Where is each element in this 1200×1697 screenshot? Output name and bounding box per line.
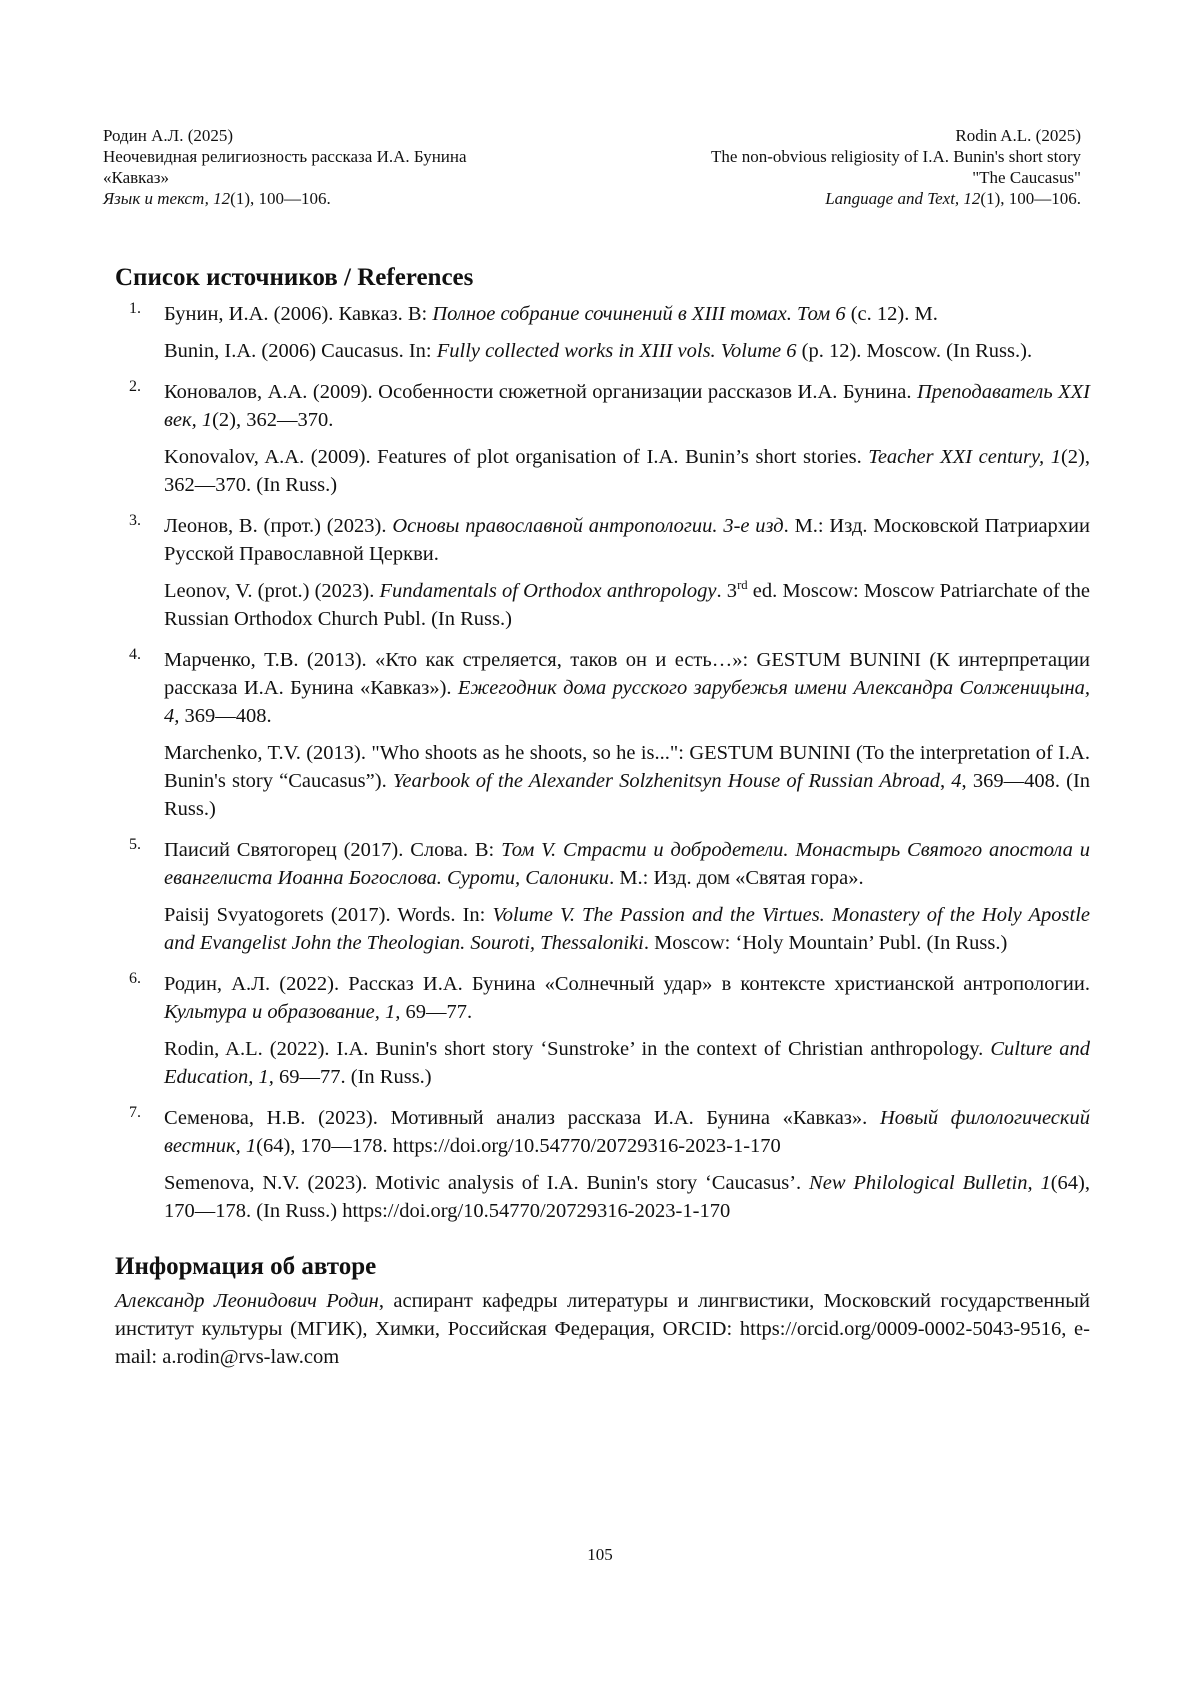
reference-ru: Родин, А.Л. (2022). Рассказ И.А. Бунина «Солнечный удар» в контексте христианской антропологии. Культура и образование, 1, 69—77. [164, 973, 1090, 1023]
reference-en: Leonov, V. (prot.) (2023). Fundamentals of Orthodox anthropology. 3rd ed. Moscow: Moscow Patriarchate of the Russian Orthodox Church Publ. (In Russ.) [164, 578, 1090, 630]
running-head-left [103, 125, 467, 209]
journal-name: Язык и текст, [103, 189, 214, 208]
reference-number: 5. [129, 836, 141, 853]
references-heading: Список источников / References [115, 264, 474, 291]
running-head-right-citation [711, 188, 1081, 209]
journal-volume: 12 [213, 189, 231, 208]
journal-name: Language and Text, [825, 189, 964, 208]
author-info-text [115, 1287, 1090, 1371]
reference-item [115, 512, 1090, 633]
reference-ru: Семенова, Н.В. (2023). Мотивный анализ рассказа И.А. Бунина «Кавказ». Новый филологический вестник, 1(64), 170—178. https://doi.org/10.54770/20729316-2023-1-170 [164, 1107, 1090, 1157]
journal-issue-pages: (1), 100—106. [980, 189, 1081, 208]
running-head-right-author: Rodin A.L. (2025) [955, 126, 1081, 145]
author-details: , аспирант кафедры литературы и лингвистики, Московский государственный институт культуры (МГИК), Химки, Российская Федерация, ORCID: https://orcid.org/0009-0002-5043-9516, e-mail: a.rodin@rvs-law.com [115, 1290, 1090, 1368]
reference-en: Bunin, I.A. (2006) Caucasus. In: Fully collected works in XIII vols. Volume 6 (p. 12). Moscow. (In Russ.). [164, 340, 1033, 362]
reference-number: 4. [129, 646, 141, 663]
running-head-left-author: Родин А.Л. (2025) [103, 126, 234, 145]
reference-item [115, 300, 1090, 365]
reference-en: Konovalov, A.A. (2009). Features of plot organisation of I.A. Bunin’s short stories. Teacher XXI century, 1(2), 362—370. (In Russ.) [164, 446, 1090, 496]
running-head-left-title-cont: «Кавказ» [103, 168, 169, 187]
page-number: 105 [587, 1545, 613, 1564]
reference-en: Paisij Svyatogorets (2017). Words. In: Volume V. The Passion and the Virtues. Monastery of the Holy Apostle and Evangelist John the Theologian. Souroti, Thessaloniki. Moscow: ‘Holy Mountain’ Publ. (In Russ.) [164, 904, 1090, 954]
running-head-right-title: The non-obvious religiosity of I.A. Bunin's short story [711, 147, 1081, 166]
author-info-heading: Информация об авторе [115, 1253, 377, 1280]
reference-number: 1. [129, 300, 141, 317]
running-head-right [711, 125, 1081, 209]
reference-en: Semenova, N.V. (2023). Motivic analysis of I.A. Bunin's story ‘Caucasus’. New Philological Bulletin, 1(64), 170—178. (In Russ.) https://doi.org/10.54770/20729316-2023-1-170 [164, 1172, 1090, 1222]
reference-ru: Леонов, В. (прот.) (2023). Основы православной антропологии. 3-е изд. М.: Изд. Московской Патриархии Русской Православной Церкви. [164, 515, 1090, 565]
reference-number: 3. [129, 512, 141, 529]
running-head-right-title-cont: "The Caucasus" [972, 168, 1081, 187]
reference-item [115, 836, 1090, 957]
reference-item [115, 646, 1090, 823]
running-head-left-citation [103, 188, 467, 209]
reference-ru: Бунин, И.А. (2006). Кавказ. В: Полное собрание сочинений в XIII томах. Том 6 (с. 12). М. [164, 303, 938, 325]
reference-en: Marchenko, T.V. (2013). "Who shoots as he shoots, so he is...": GESTUM BUNINI (To the interpretation of I.A. Bunin's story “Caucasus”). Yearbook of the Alexander Solzhenitsyn House of Russian Abroad, 4, 369—408. (In Russ.) [164, 742, 1091, 820]
main-content [115, 262, 1090, 1371]
reference-item [115, 1104, 1090, 1225]
reference-en: Rodin, A.L. (2022). I.A. Bunin's short story ‘Sunstroke’ in the context of Christian anthropology. Culture and Education, 1, 69—77. (In Russ.) [164, 1038, 1091, 1088]
journal-volume: 12 [963, 189, 981, 208]
reference-number: 6. [129, 970, 141, 987]
reference-number: 2. [129, 378, 141, 395]
author-name: Александр Леонидович Родин [115, 1290, 379, 1312]
reference-item [115, 970, 1090, 1091]
reference-number: 7. [129, 1104, 141, 1121]
reference-ru: Марченко, Т.В. (2013). «Кто как стреляется, таков он и есть…»: GESTUM BUNINI (К интерпретации рассказа И.А. Бунина «Кавказ»). Ежегодник дома русского зарубежья имени Александра Солженицына, 4, 369—408. [164, 649, 1090, 727]
reference-ru: Паисий Святогорец (2017). Слова. В: Том V. Страсти и добродетели. Монастырь Святого апостола и евангелиста Иоанна Богослова. Суроти, Салоники. М.: Изд. дом «Святая гора». [164, 839, 1090, 889]
journal-issue-pages: (1), 100—106. [230, 189, 331, 208]
reference-item [115, 378, 1090, 499]
reference-ru: Коновалов, А.А. (2009). Особенности сюжетной организации рассказов И.А. Бунина. Преподаватель XXI век, 1(2), 362—370. [164, 381, 1091, 431]
running-head-left-title: Неочевидная религиозность рассказа И.А. Бунина [103, 147, 467, 166]
